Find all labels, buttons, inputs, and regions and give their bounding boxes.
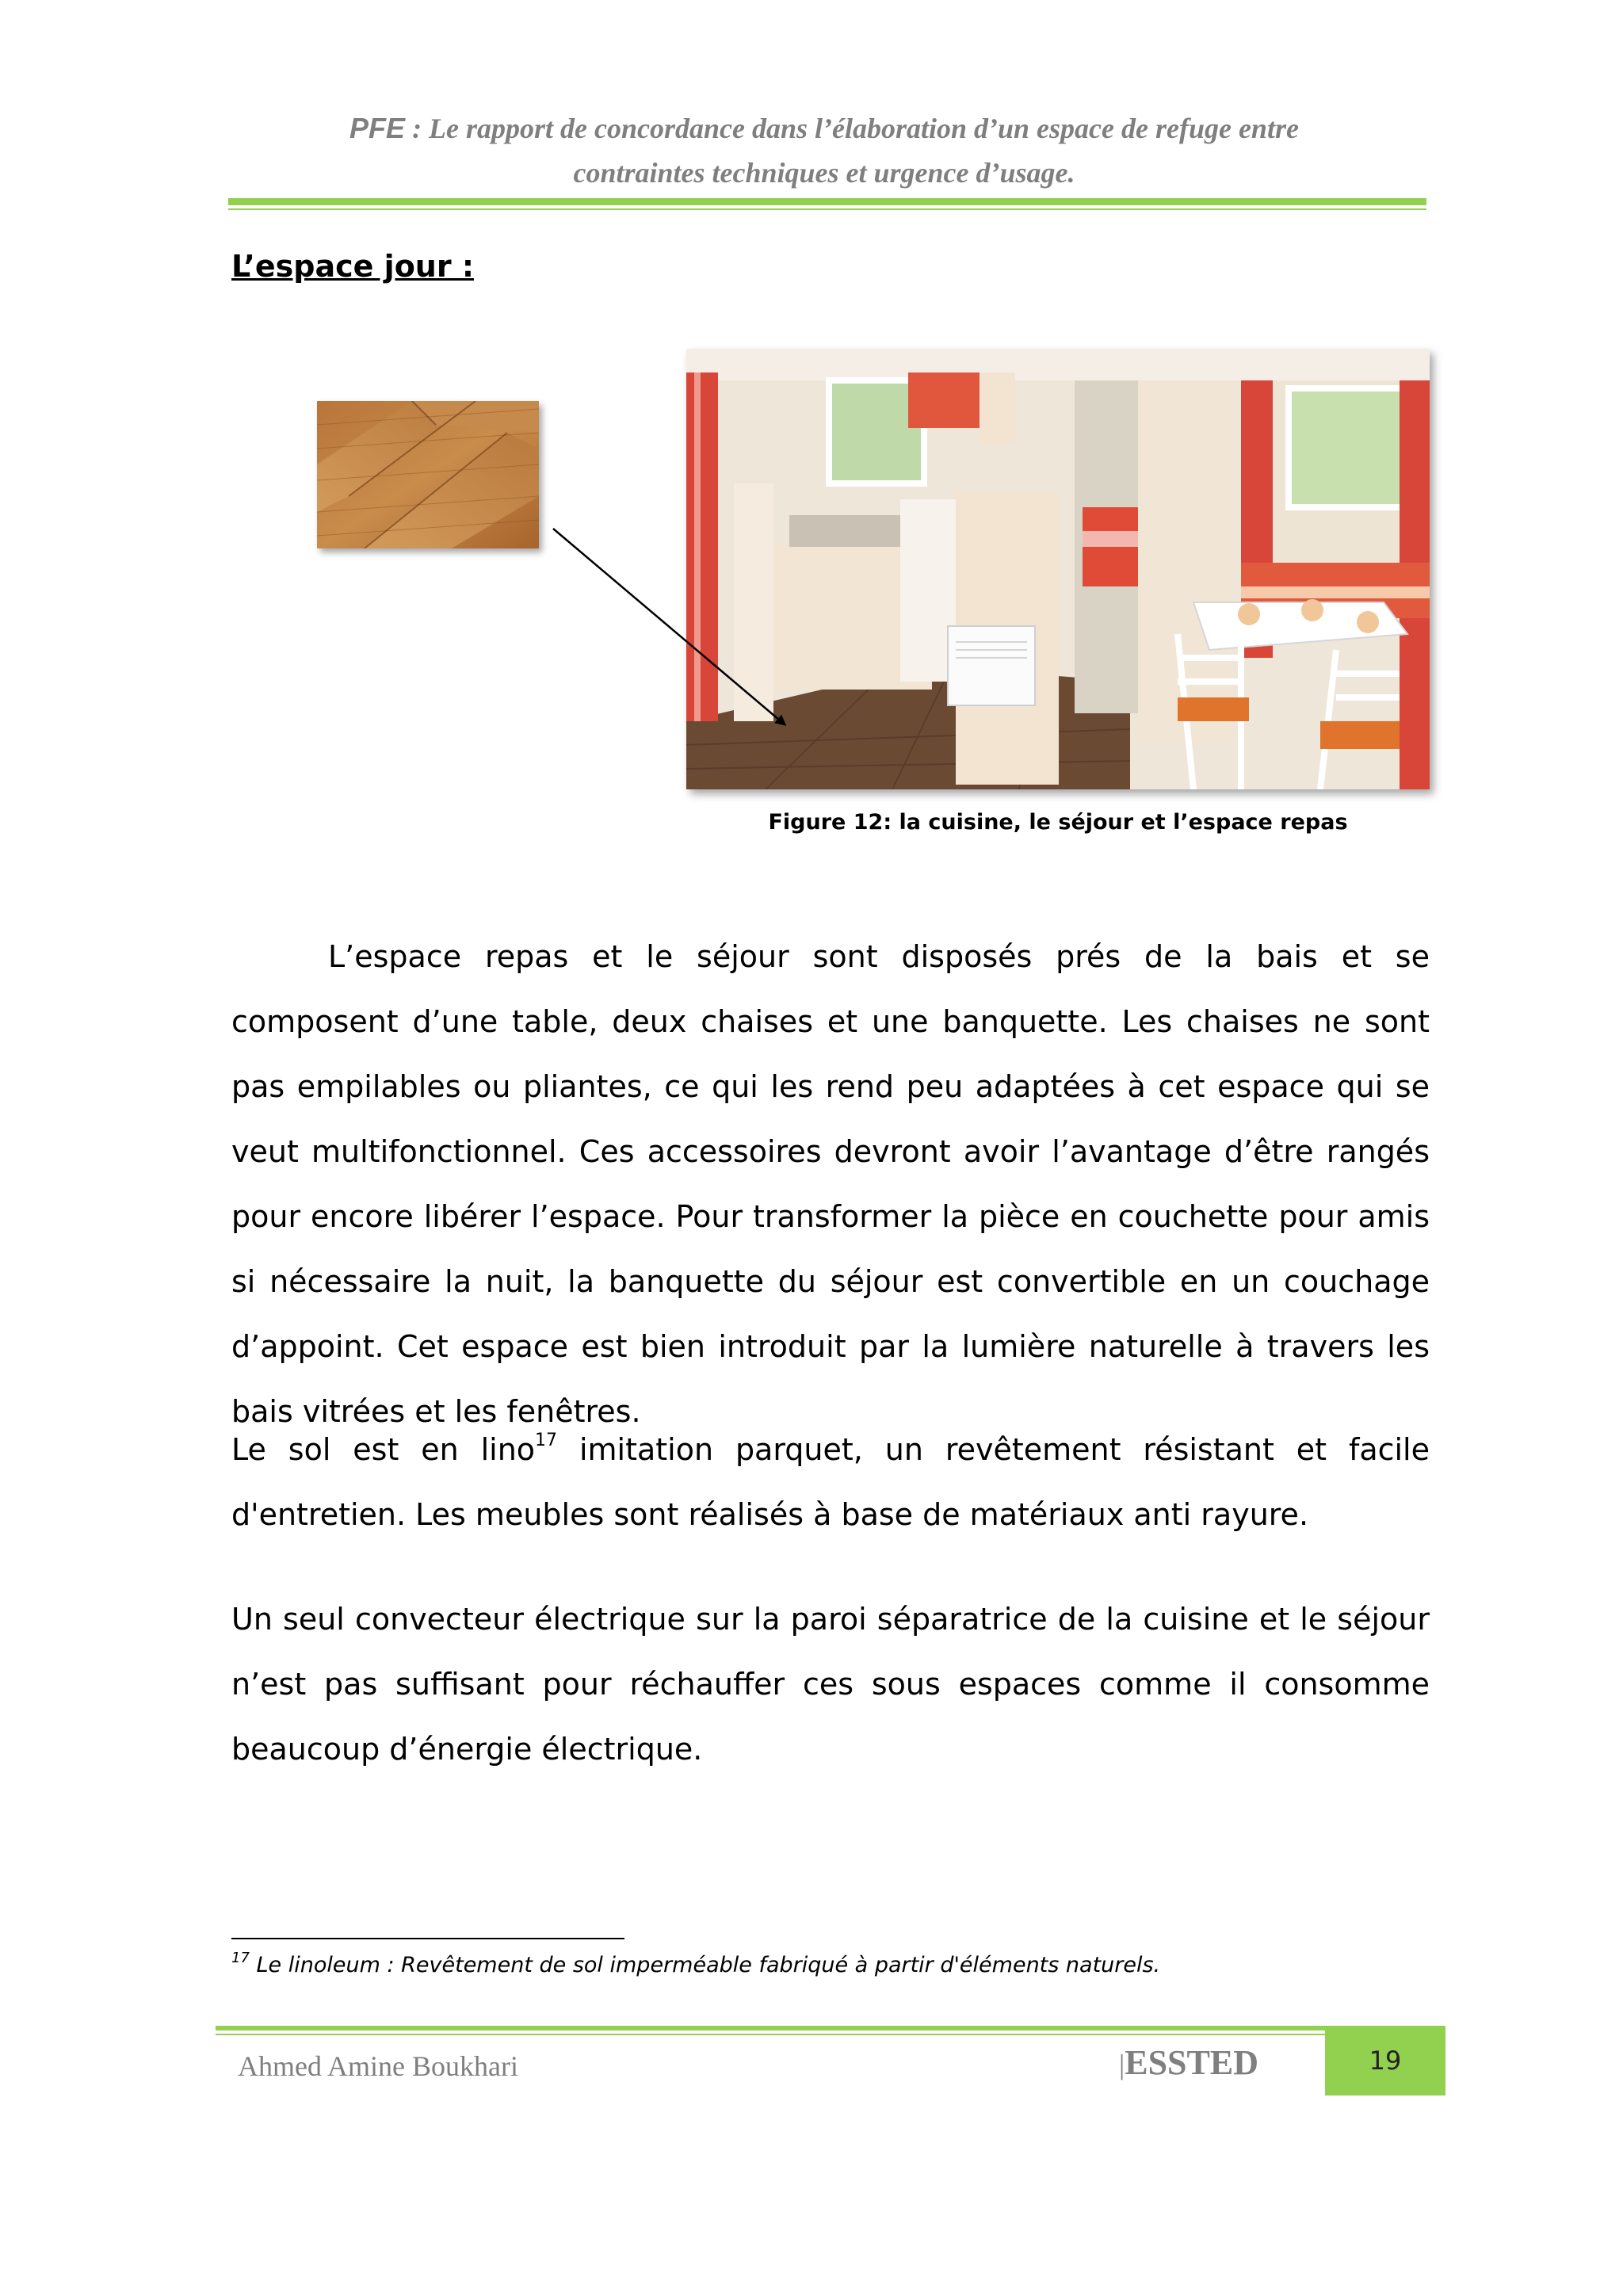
footnote-text: Le linoleum : Revêtement de sol imperméable fabriqué à partir d'éléments naturels. — [249, 1953, 1161, 1977]
paragraph-3: Un seul convecteur électrique sur la paroi séparatrice de la cuisine et le séjour n’est pas suffisant pour réchauffer ces sous espaces comme il consomme beaucoup d’énergie électrique. — [231, 1602, 1430, 1767]
figure-caption: Figure 12: la cuisine, le séjour et l’espace repas — [768, 810, 1348, 835]
page-number: 19 — [1325, 2026, 1445, 2095]
header-rule — [228, 198, 1426, 205]
footer-school — [1119, 2042, 1258, 2083]
footer-rule — [216, 2026, 1325, 2030]
header-prefix: PFE — [349, 112, 406, 144]
footer-rule-thin — [216, 2034, 1325, 2035]
footnote-number: 17 — [231, 1950, 250, 1966]
header-rule-thin — [228, 208, 1426, 210]
footer-school-name: ESSTED — [1125, 2043, 1258, 2082]
paragraph-1: L’espace repas et le séjour sont disposés prés de la bais et se composent d’une table, deux chaises et une banquette. Les chaises ne sont pas empilables ou pliantes, ce qui les rend peu adaptées à cet espace qui se veut multifonctionnel. Ces accessoires devront avoir l’avantage d’être rangés pour encore libérer l’espace. Pour transformer la pièce en couchette pour amis si nécessaire la nuit, la banquette du séjour est convertible en un couchage d’appoint. Cet espace est bien introduit par la lumière naturelle à travers les bais vitrées et les fenêtres. — [231, 939, 1430, 1429]
paragraph-2 — [231, 1417, 1430, 1547]
footer-separator: | — [1119, 2049, 1125, 2080]
header-line-1 — [230, 109, 1419, 154]
paragraph-2-block — [231, 1417, 1430, 1547]
parquet-swatch-image — [317, 401, 539, 548]
footer-author: Ahmed Amine Boukhari — [238, 2050, 518, 2082]
paragraph-3-block — [231, 1587, 1430, 1782]
page-header — [230, 109, 1419, 192]
footnote-rule — [231, 1938, 624, 1939]
footnote-ref: 17 — [535, 1431, 558, 1450]
paragraph-2-start: Le sol est en lino — [231, 1432, 536, 1467]
interior-photo — [686, 349, 1430, 789]
header-title-part-1: : Le rapport de concordance dans l’élaboration d’un espace de refuge entre — [405, 113, 1299, 144]
paragraph-2-end: imitation parquet, un revêtement résistant et facile d'entretien. Les meubles sont réalisés à base de matériaux anti rayure. — [231, 1432, 1430, 1532]
section-title: L’espace jour : — [231, 249, 475, 284]
header-title-part-2: contraintes techniques et urgence d’usage. — [573, 157, 1075, 189]
footnote — [231, 1950, 1430, 1977]
paragraph-1-block — [231, 924, 1430, 1444]
